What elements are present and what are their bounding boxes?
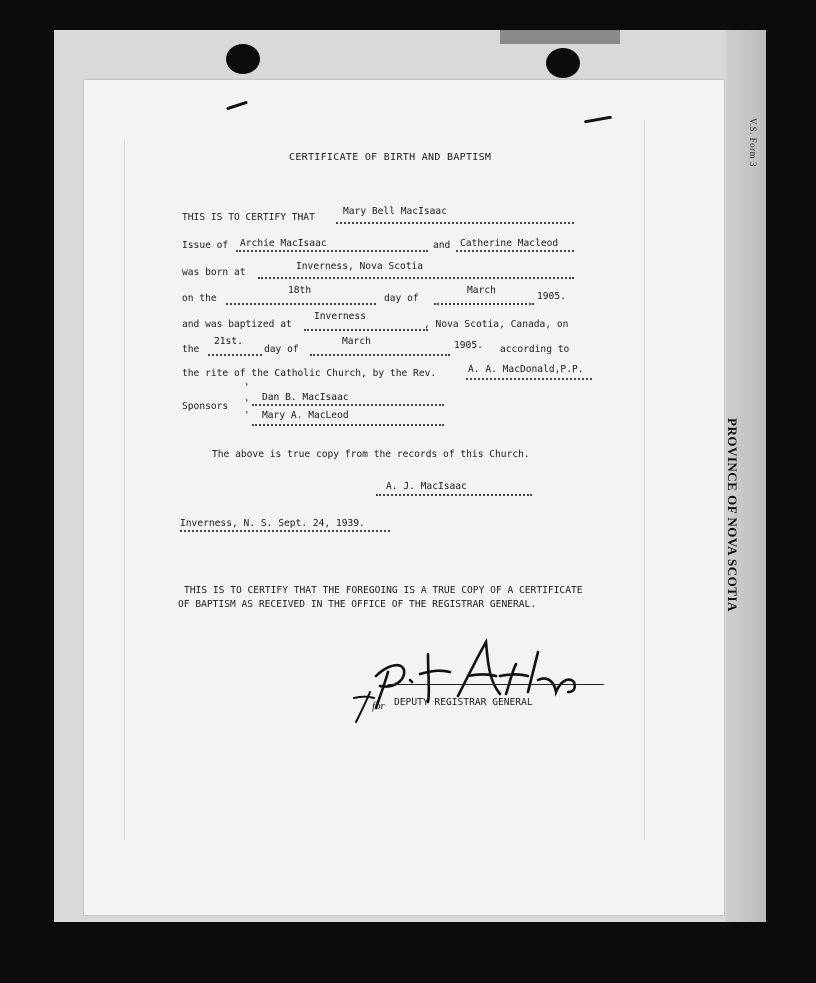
on-the-label: on the (182, 293, 217, 304)
and-label: and (433, 240, 451, 251)
place-and-date: Inverness, N. S. Sept. 24, 1939. (180, 518, 365, 529)
birthplace-line (258, 277, 574, 279)
birth-year: 1905. (537, 291, 566, 302)
signer-name: A. J. MacIsaac (386, 481, 467, 492)
baptism-day: 21st. (214, 336, 243, 347)
signature-line (388, 684, 604, 685)
baptized-at-label: and was baptized at (182, 319, 292, 330)
issue-label: Issue of (182, 240, 229, 251)
registrar-statement-line-2: OF BAPTISM AS RECEIVED IN THE OFFICE OF THE REGISTRAR GENERAL. (178, 599, 537, 610)
baptism-place-line (304, 329, 428, 331)
father-line (236, 250, 428, 252)
bleed-through-rule (644, 120, 645, 840)
the-label: the (182, 344, 200, 355)
punch-hole-left (226, 44, 260, 74)
rite-label: the rite of the Catholic Church, by the Rev. (182, 368, 437, 379)
province-label: PROVINCE OF NOVA SCOTIA (725, 418, 740, 612)
child-name-line (336, 222, 574, 224)
punch-hole-right (546, 48, 580, 78)
baptism-month-line (310, 354, 450, 356)
sponsor-2-line (252, 424, 444, 426)
sponsors-label: Sponsors (182, 401, 229, 412)
registrar-title: DEPUTY REGISTRAR GENERAL (394, 697, 533, 708)
child-name: Mary Bell MacIsaac (343, 206, 447, 217)
form-number-label: V.S. Form 3 (748, 118, 758, 167)
priest-name: A. A. MacDonald,P.P. (468, 364, 584, 375)
birth-day-line (226, 303, 376, 305)
according-to-label: according to (500, 344, 570, 355)
birth-month-line (434, 303, 534, 305)
sponsor-1-line (252, 404, 444, 406)
mother-line (456, 250, 574, 252)
place-date-line (180, 530, 390, 532)
baptism-place: Inverness (314, 311, 366, 322)
sponsor-bracket-bottom: ' (244, 410, 250, 421)
baptism-year: 1905. (454, 340, 483, 351)
day-of-label: day of (384, 293, 419, 304)
day-of-label-2: day of (264, 344, 299, 355)
mother-name: Catherine Macleod (460, 238, 559, 249)
sponsor-bracket-top: ' (244, 382, 250, 393)
baptism-region: , Nova Scotia, Canada, on (424, 319, 569, 330)
sponsor-2: Mary A. MacLeod (262, 410, 349, 421)
true-copy-statement: The above is true copy from the records of this Church. (212, 449, 530, 460)
signer-line (376, 494, 532, 496)
registrar-statement-line-1: THIS IS TO CERTIFY THAT THE FOREGOING IS A TRUE COPY OF A CERTIFICATE (184, 585, 583, 596)
for-label: for (372, 700, 385, 712)
birth-month: March (467, 285, 496, 296)
certificate-title: CERTIFICATE OF BIRTH AND BAPTISM (289, 152, 492, 163)
bleed-through-margin (124, 140, 155, 840)
priest-line (466, 378, 592, 380)
clip-mark (500, 30, 620, 44)
baptism-month: March (342, 336, 371, 347)
baptism-day-line (208, 354, 262, 356)
born-at-label: was born at (182, 267, 246, 278)
certify-label: THIS IS TO CERTIFY THAT (182, 212, 315, 223)
father-name: Archie MacIsaac (240, 238, 327, 249)
registrar-signature (350, 636, 620, 726)
birth-day: 18th (288, 285, 312, 296)
sponsor-bracket-mid: ' (244, 398, 250, 409)
birthplace: Inverness, Nova Scotia (296, 261, 424, 272)
sponsor-1: Dan B. MacIsaac (262, 392, 349, 403)
